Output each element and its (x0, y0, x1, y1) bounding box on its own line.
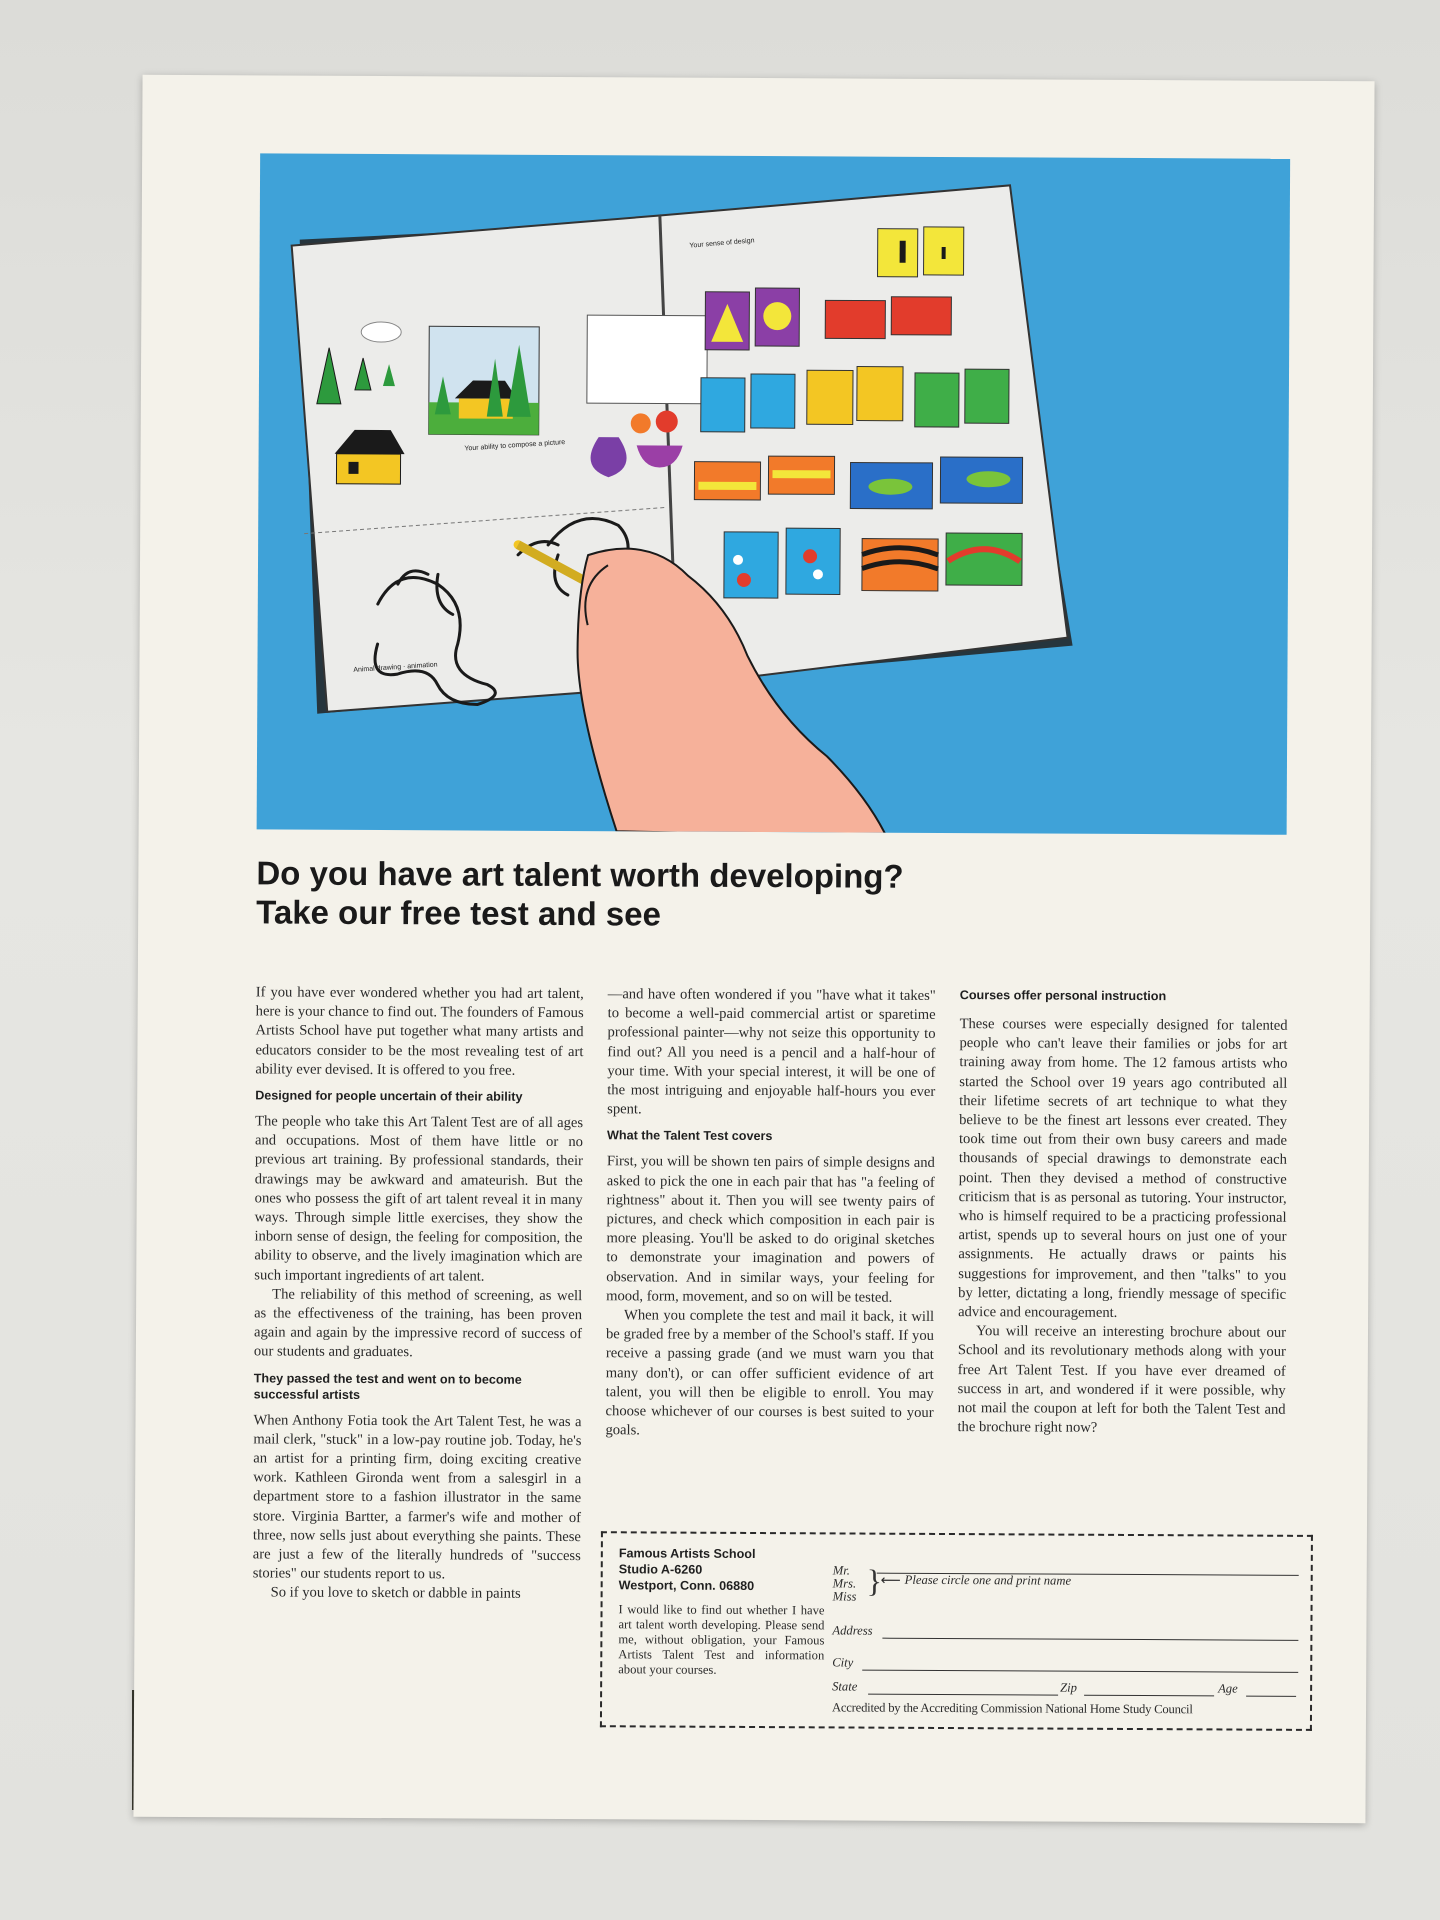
city-label: City (832, 1655, 854, 1670)
salutation-miss[interactable]: Miss (832, 1589, 857, 1604)
headline-line-2: Take our free test and see (256, 893, 661, 933)
age-line[interactable] (1246, 1696, 1296, 1697)
magazine-back-cover (133, 75, 1374, 1823)
address-field[interactable] (832, 1610, 1298, 1644)
studio-number: Studio A-6260 (618, 1562, 703, 1577)
body-column-2 (605, 985, 935, 1442)
ad-headline (256, 853, 1286, 936)
school-name: Famous Artists School (618, 1546, 756, 1562)
subheading: Designed for people uncertain of their ability (255, 1088, 523, 1104)
paragraph: The people who take this Art Talent Test are of all ages and occupations. Most of them have little or no previous art training. By professional standards, their drawings may be awkward and amateurish. But the ones who possess the gift of art talent reveal it in many ways. Through simple little exercises, they show the inborn sense of design, the feeling for composition, the ability to observe, and the lively imagination which are such important ingredients of art talent. (254, 1113, 584, 1285)
salutation-mr[interactable]: Mr. (832, 1563, 850, 1578)
subheading: They passed the test and went on to become successful artists (253, 1371, 522, 1402)
mail-in-coupon[interactable] (600, 1531, 1313, 1731)
paragraph: You will receive an interesting brochure about our School and its revolutionary methods along with your free Art Talent Test. If you have ever dreamed of success in art, and wondered if it were possible, why not mail the coupon at left for both the Talent Test and the brochure right now? (957, 1323, 1287, 1437)
headline-line-1: Do you have art talent worth developing? (256, 854, 904, 895)
coupon-form[interactable] (832, 1564, 1299, 1717)
paragraph: If you have ever wondered whether you had art talent, here is your chance to find out. The founders of Famous Artists School have put together what many artists and educators consider to be the most revealing test of art ability ever devised. It is offered to you free. (255, 984, 584, 1079)
coupon-address-block (618, 1545, 825, 1678)
composed-picture-thumbnail (429, 326, 540, 435)
salutation-mrs[interactable]: Mrs. (832, 1576, 857, 1591)
paragraph: These courses were especially designed for talented people who can't leave their families or jobs for art training away from home. The 12 famous artists who started the School over 19 years ago contributed all their lifetime secrets of art technique to what they believe to be the finest art lessons ever created. They took time out from their own busy careers and made thousands of special drawings to demonstrate each point. Then they devised a method of constructive criticism that is as personal as tutoring. Your instructor, who is himself required to be a practicing professional artist, spends up to several hours on just one of your assignments. He actually draws or paints his suggestions for improvement, and then "talks" to you by letter, dictating a long, friendly message of specific advice and encouragement. (958, 1016, 1288, 1321)
city-line[interactable] (862, 1670, 1298, 1673)
state-line[interactable] (868, 1694, 1058, 1696)
address-line[interactable] (882, 1638, 1298, 1641)
salutation-note: Please circle one and print name (904, 1572, 1072, 1588)
school-address: Westport, Conn. 06880 (618, 1578, 755, 1594)
compose-title: Your ability to compose a picture (464, 438, 566, 453)
animal-drawing-title: Animal drawing · animation (353, 661, 438, 674)
paragraph: When Anthony Fotia took the Art Talent Test, he was a mail clerk, "stuck" in a low-pay routine job. Today, he's an artist for a printing firm, doing exciting creative work. Kathleen Gironda went from a salesgirl in a department store to a fashion illustrator in the same store. Virginia Bartter, a farmer's wife and mother of three, now sells just about everything she paints. These are just a few of the literally hundreds of "success stories" our students report to us. (252, 1412, 582, 1583)
accreditation-note: Accredited by the Accrediting Commission National Home Study Council (831, 1700, 1193, 1717)
paragraph: When you complete the test and mail it back, it will be graded free by a member of the School's staff. If you receive a passing grade (and we must warn you that many don't), or can offer sufficient evidence of art talent, you will then be eligible to enroll. You may choose whichever of our courses is best suited to your goals. (605, 1307, 935, 1439)
coupon-request-text: I would like to find out whether I have art talent worth developing. Please send me, without obligation, your Famous Artists Talent Test and information about your courses. (618, 1602, 825, 1677)
state-label: State (832, 1679, 858, 1694)
paragraph: First, you will be shown ten pairs of simple designs and asked to pick the one in each pair that has "a feeling of rightness" about it. Then you will see twenty pairs of pictures, and check which composition in each pair is more pleasing. You'll be asked to do original sketches to demonstrate your imagination and powers of observation. And in similar ways, your feeling for mood, form, movement, and so on will be tested. (606, 1153, 935, 1306)
subheading: Courses offer personal instruction (959, 988, 1167, 1004)
address-label: Address (832, 1623, 873, 1638)
design-title: Your sense of design (689, 237, 755, 250)
city-field[interactable] (832, 1642, 1298, 1676)
zip-label: Zip (1060, 1680, 1077, 1695)
empty-compose-box (587, 315, 707, 404)
salutation-options[interactable] (833, 1564, 857, 1603)
zip-line[interactable] (1084, 1695, 1214, 1697)
body-column-1 (253, 983, 584, 1604)
paragraph: —and have often wondered if you "have what it takes" to become a well-paid commercial artist or sparetime professional painter—why not seize this opportunity to find out? All you need is a pencil and a half-hour of your time. With your special interest, it will be one of the most intriguing and enjoyable half-hours you ever spent. (607, 986, 936, 1118)
brace-icon: } (866, 1562, 883, 1599)
subheading: What the Talent Test covers (606, 1128, 773, 1144)
name-field[interactable] (833, 1564, 1299, 1612)
state-zip-age-row[interactable] (832, 1674, 1298, 1700)
paragraph: The reliability of this method of screening, as well as the effectiveness of the training, has been proven again and again by the impressive record of success of our students and graduates. (253, 1286, 583, 1361)
age-label: Age (1218, 1681, 1238, 1696)
arrow-left-icon: ⟵ (880, 1573, 901, 1589)
paragraph: So if you love to sketch or dabble in paints (270, 1584, 521, 1603)
talent-test-illustration (257, 153, 1291, 834)
open-workbook-drawing (257, 153, 1291, 834)
body-column-3 (957, 987, 1287, 1439)
